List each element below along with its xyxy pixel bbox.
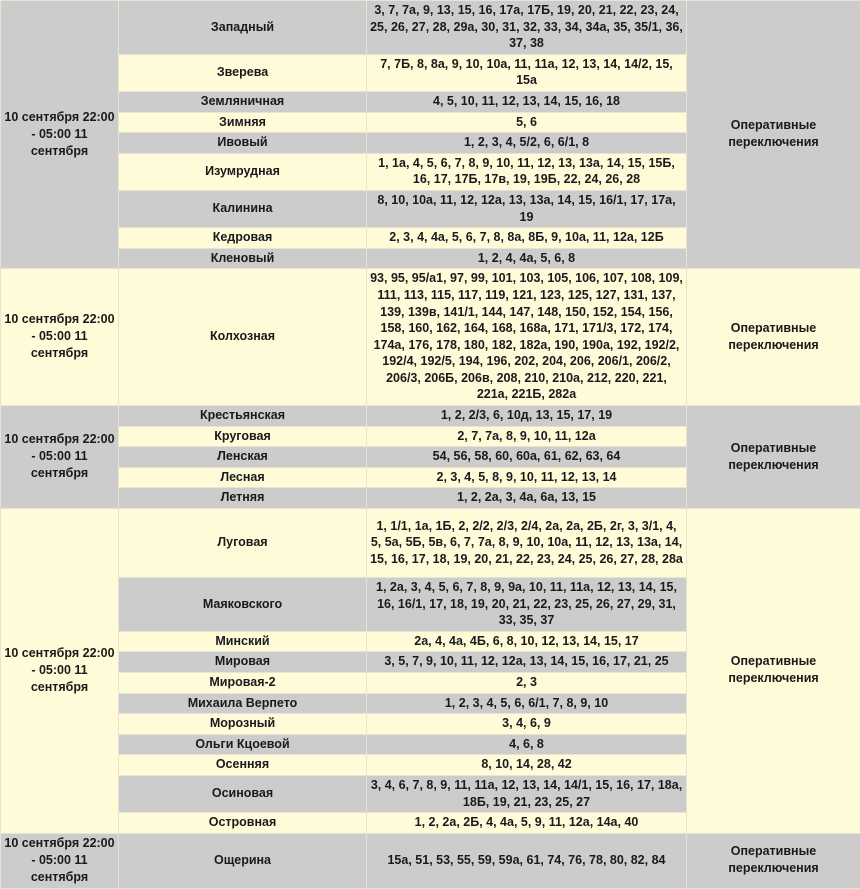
houses-cell: 3, 4, 6, 7, 8, 9, 11, 11а, 12, 13, 14, 14/1, 15, 16, 17, 18а, 18Б, 19, 21, 23, 25, 27 — [367, 775, 687, 812]
street-cell: Земляничная — [119, 91, 367, 112]
houses-cell: 1, 2, 3, 4, 5/2, 6, 6/1, 8 — [367, 133, 687, 154]
street-cell: Осиновая — [119, 775, 367, 812]
houses-cell: 2, 3 — [367, 673, 687, 694]
houses-cell: 8, 10, 10а, 11, 12, 12а, 13, 13а, 14, 15, 16/1, 17, 17а, 19 — [367, 190, 687, 227]
street-cell: Круговая — [119, 426, 367, 447]
houses-cell: 1, 2, 2а, 3, 4а, 6а, 13, 15 — [367, 488, 687, 509]
houses-cell: 1, 2, 2а, 2Б, 4, 4а, 5, 9, 11, 12а, 14а, 40 — [367, 813, 687, 834]
street-cell: Мировая-2 — [119, 673, 367, 694]
date-cell: 10 сентября 22:00 - 05:00 11 сентября — [1, 406, 119, 509]
street-cell: Островная — [119, 813, 367, 834]
table-row — [1, 833, 860, 888]
street-cell: Колхозная — [119, 269, 367, 406]
houses-cell: 2а, 4, 4а, 4Б, 6, 8, 10, 12, 13, 14, 15, 17 — [367, 631, 687, 652]
houses-cell: 3, 5, 7, 9, 10, 11, 12, 12а, 13, 14, 15, 16, 17, 21, 25 — [367, 652, 687, 673]
houses-cell: 1, 2, 3, 4, 5, 6, 6/1, 7, 8, 9, 10 — [367, 693, 687, 714]
street-cell: Маяковского — [119, 578, 367, 632]
houses-cell: 1, 1/1, 1а, 1Б, 2, 2/2, 2/3, 2/4, 2а, 2а, 2Б, 2г, 3, 3/1, 4, 5, 5а, 5Б, 5в, 6, 7, 7а, 8, 9, 10, 10а, 11, 12, 13, 13а, 14, 15, 16, 17, 18, 19, 20, 21, 22, 23, 24, 25, 26, 27, 28, 28а — [367, 509, 687, 578]
street-cell: Зверева — [119, 54, 367, 91]
street-cell: Кленовый — [119, 248, 367, 269]
street-cell: Морозный — [119, 714, 367, 735]
street-cell: Калинина — [119, 190, 367, 227]
street-cell: Мировая — [119, 652, 367, 673]
reason-cell: Оперативные переключения — [687, 1, 860, 269]
street-cell: Изумрудная — [119, 153, 367, 190]
street-cell: Лесная — [119, 467, 367, 488]
date-cell: 10 сентября 22:00 - 05:00 11 сентября — [1, 269, 119, 406]
houses-cell: 1, 2, 4, 4а, 5, 6, 8 — [367, 248, 687, 269]
street-cell: Западный — [119, 1, 367, 55]
reason-cell: Оперативные переключения — [687, 406, 860, 509]
houses-cell: 1, 1а, 4, 5, 6, 7, 8, 9, 10, 11, 12, 13, 13а, 14, 15, 15Б, 16, 17, 17Б, 17в, 19, 19Б, 22, 24, 26, 28 — [367, 153, 687, 190]
date-cell: 10 сентября 22:00 - 05:00 11 сентября — [1, 833, 119, 888]
date-cell: 10 сентября 22:00 - 05:00 11 сентября — [1, 509, 119, 834]
reason-cell: Оперативные переключения — [687, 509, 860, 834]
table-row — [1, 1, 860, 55]
street-cell: Михаила Верпето — [119, 693, 367, 714]
houses-cell: 7, 7Б, 8, 8а, 9, 10, 10а, 11, 11а, 12, 13, 14, 14/2, 15, 15а — [367, 54, 687, 91]
street-cell: Ленская — [119, 447, 367, 468]
street-cell: Ольги Кцоевой — [119, 734, 367, 755]
houses-cell: 3, 7, 7а, 9, 13, 15, 16, 17а, 17Б, 19, 20, 21, 22, 23, 24, 25, 26, 27, 28, 29а, 30, 31, 32, 33, 34, 34а, 35, 35/1, 36, 37, 38 — [367, 1, 687, 55]
houses-cell: 3, 4, 6, 9 — [367, 714, 687, 735]
table-row — [1, 269, 860, 406]
table-row — [1, 406, 860, 427]
street-cell: Ивовый — [119, 133, 367, 154]
street-cell: Минский — [119, 631, 367, 652]
street-cell: Крестьянская — [119, 406, 367, 427]
houses-cell: 2, 3, 4, 5, 8, 9, 10, 11, 12, 13, 14 — [367, 467, 687, 488]
reason-cell: Оперативные переключения — [687, 833, 860, 888]
table-row — [1, 509, 860, 578]
houses-cell: 15а, 51, 53, 55, 59, 59а, 61, 74, 76, 78, 80, 82, 84 — [367, 833, 687, 888]
reason-cell: Оперативные переключения — [687, 269, 860, 406]
houses-cell: 8, 10, 14, 28, 42 — [367, 755, 687, 776]
houses-cell: 93, 95, 95/а1, 97, 99, 101, 103, 105, 106, 107, 108, 109, 111, 113, 115, 117, 119, 121, 123, 125, 127, 131, 137, 139, 139в, 141/1, 144, 147, 148, 150, 152, 154, 156, 158, 160, 162, 164, 168, 168а, 171, 171/3, 172, 174, 174а, 176, 178, 180, 182, 182а, 190, 190а, 192, 192/2, 192/4, 192/5, 194, 196, 202, 204, 206, 206/1, 206/2, 206/3, 206Б, 206в, 208, 210, 210а, 212, 220, 221, 221а, 221Б, 282а — [367, 269, 687, 406]
houses-cell: 2, 3, 4, 4а, 5, 6, 7, 8, 8а, 8Б, 9, 10а, 11, 12а, 12Б — [367, 228, 687, 249]
street-cell: Кедровая — [119, 228, 367, 249]
houses-cell: 1, 2, 2/3, 6, 10д, 13, 15, 17, 19 — [367, 406, 687, 427]
street-cell: Зимняя — [119, 112, 367, 133]
houses-cell: 2, 7, 7а, 8, 9, 10, 11, 12а — [367, 426, 687, 447]
street-cell: Осенняя — [119, 755, 367, 776]
date-cell: 10 сентября 22:00 - 05:00 11 сентября — [1, 1, 119, 269]
houses-cell: 54, 56, 58, 60, 60а, 61, 62, 63, 64 — [367, 447, 687, 468]
street-cell: Летняя — [119, 488, 367, 509]
houses-cell: 4, 5, 10, 11, 12, 13, 14, 15, 16, 18 — [367, 91, 687, 112]
houses-cell: 5, 6 — [367, 112, 687, 133]
street-cell: Ощерина — [119, 833, 367, 888]
houses-cell: 4, 6, 8 — [367, 734, 687, 755]
houses-cell: 1, 2а, 3, 4, 5, 6, 7, 8, 9, 9а, 10, 11, 11а, 12, 13, 14, 15, 16, 16/1, 17, 18, 19, 20, 21, 22, 23, 25, 26, 27, 29, 31, 33, 35, 37 — [367, 578, 687, 632]
street-cell: Луговая — [119, 509, 367, 578]
